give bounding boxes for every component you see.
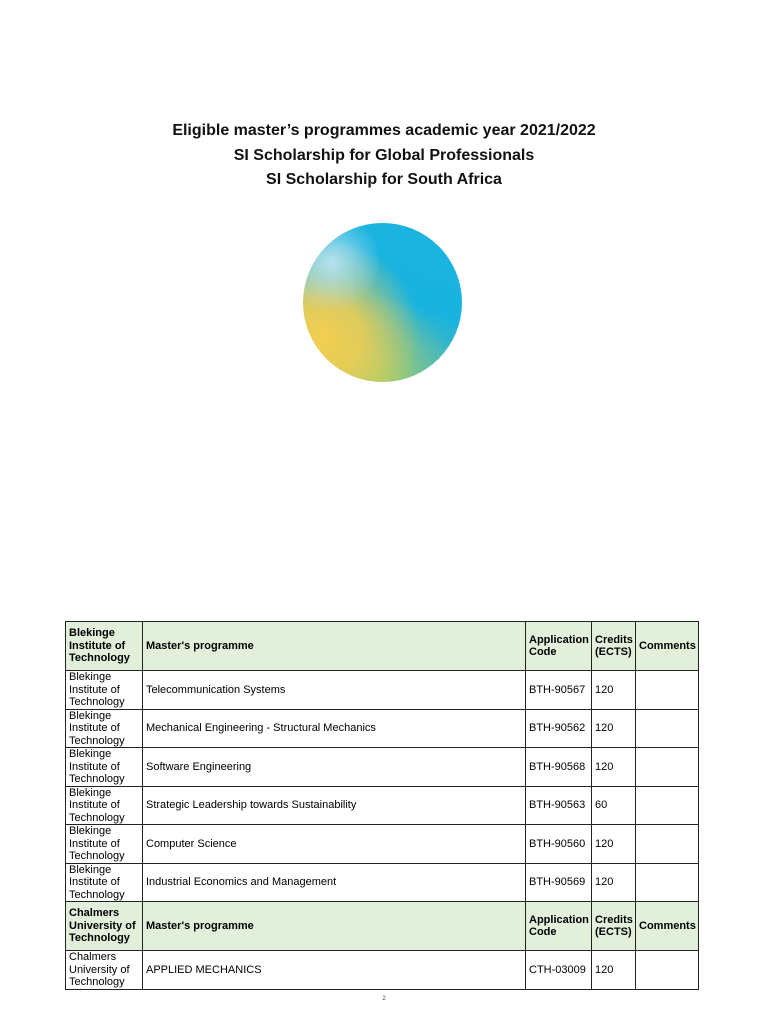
cell-programme: Industrial Economics and Management <box>143 863 526 902</box>
header-credits: Credits (ECTS) <box>592 622 636 671</box>
programmes-table <box>65 621 699 990</box>
cell-comments <box>636 863 699 902</box>
cell-university: Blekinge Institute of Technology <box>66 786 143 825</box>
table-row <box>66 863 699 902</box>
table-header-row <box>66 902 699 951</box>
cell-credits: 120 <box>592 748 636 787</box>
header-programme: Master's programme <box>143 622 526 671</box>
cell-credits: 60 <box>592 786 636 825</box>
cell-university: Blekinge Institute of Technology <box>66 748 143 787</box>
title-line-2: SI Scholarship for Global Professionals <box>233 146 535 164</box>
table-row <box>66 951 699 990</box>
table-row <box>66 786 699 825</box>
table-row <box>66 709 699 748</box>
cell-credits: 120 <box>592 863 636 902</box>
table-header-row <box>66 622 699 671</box>
cell-application-code: BTH-90563 <box>526 786 592 825</box>
document-title <box>0 119 768 193</box>
cell-programme: Software Engineering <box>143 748 526 787</box>
header-comments: Comments <box>636 622 699 671</box>
cell-university: Blekinge Institute of Technology <box>66 709 143 748</box>
cell-application-code: BTH-90568 <box>526 748 592 787</box>
cell-university: Blekinge Institute of Technology <box>66 671 143 710</box>
cell-university: Blekinge Institute of Technology <box>66 825 143 864</box>
header-credits: Credits (ECTS) <box>592 902 636 951</box>
header-programme: Master's programme <box>143 902 526 951</box>
cell-university: Blekinge Institute of Technology <box>66 863 143 902</box>
cell-comments <box>636 786 699 825</box>
cell-comments <box>636 748 699 787</box>
cell-credits: 120 <box>592 951 636 990</box>
cell-programme: Computer Science <box>143 825 526 864</box>
gradient-circle-logo <box>303 223 462 382</box>
cell-university: Chalmers University of Technology <box>66 951 143 990</box>
header-university: Blekinge Institute of Technology <box>66 622 143 671</box>
cell-programme: APPLIED MECHANICS <box>143 951 526 990</box>
table-row <box>66 748 699 787</box>
cell-comments <box>636 825 699 864</box>
header-application-code: Application Code <box>526 902 592 951</box>
cell-programme: Strategic Leadership towards Sustainability <box>143 786 526 825</box>
cell-application-code: BTH-90569 <box>526 863 592 902</box>
cell-credits: 120 <box>592 709 636 748</box>
cell-comments <box>636 671 699 710</box>
header-comments: Comments <box>636 902 699 951</box>
table-row <box>66 671 699 710</box>
cell-programme: Telecommunication Systems <box>143 671 526 710</box>
table-row <box>66 825 699 864</box>
cell-credits: 120 <box>592 825 636 864</box>
cell-comments <box>636 709 699 748</box>
cell-comments <box>636 951 699 990</box>
cell-programme: Mechanical Engineering - Structural Mechanics <box>143 709 526 748</box>
title-line-3: SI Scholarship for South Africa <box>266 171 502 188</box>
cell-application-code: BTH-90562 <box>526 709 592 748</box>
title-line-1: Eligible master’s programmes academic year 2021/2022 <box>172 122 596 139</box>
page-number: 2 <box>382 996 386 1002</box>
header-university: Chalmers University of Technology <box>66 902 143 951</box>
header-application-code: Application Code <box>526 622 592 671</box>
cell-application-code: BTH-90560 <box>526 825 592 864</box>
cell-credits: 120 <box>592 671 636 710</box>
cell-application-code: CTH-03009 <box>526 951 592 990</box>
cell-application-code: BTH-90567 <box>526 671 592 710</box>
